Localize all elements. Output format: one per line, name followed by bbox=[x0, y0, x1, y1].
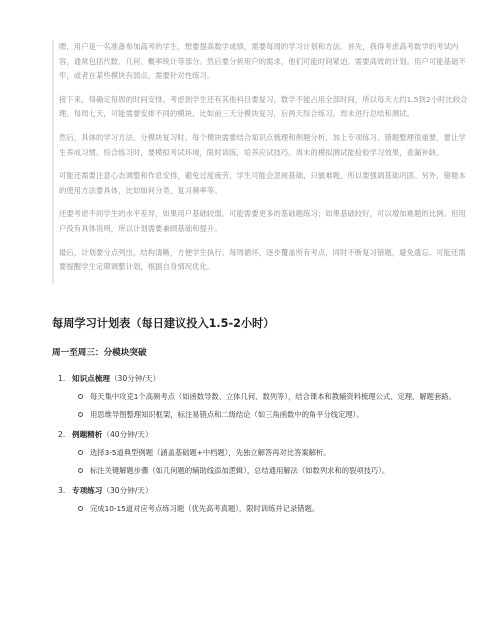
hollow-bullet-icon bbox=[78, 506, 83, 511]
plan-title: 每周学习计划表（每日建议投入1.5-2小时） bbox=[52, 317, 275, 330]
step-heading bbox=[72, 428, 472, 442]
step-list bbox=[52, 372, 472, 516]
hollow-bullet-icon bbox=[78, 450, 83, 455]
step-sublist bbox=[72, 389, 472, 422]
list-item bbox=[72, 463, 472, 478]
step-time: （30分钟/天） bbox=[109, 374, 161, 383]
step-name: 例题精析 bbox=[72, 430, 103, 439]
list-item-text: 标注关键解题步骤（如几何题的辅助线添加逻辑），总结通用解法（如数列求和的裂项技巧）。 bbox=[90, 466, 390, 475]
thinking-paragraph: 接下来，得确定每周的时间安排。考虑到学生还有其他科目要复习，数学不能占用全部时间，所以每天大约1.5到2小时比较合理。每周七天，可能需要安排不同的模块，比如前三天分模块复习，后两天综合练习，周末进行总结和测试。 bbox=[59, 94, 468, 119]
thinking-block bbox=[52, 40, 472, 284]
step-name: 知识点梳理 bbox=[72, 374, 110, 383]
hollow-bullet-icon bbox=[78, 394, 83, 399]
thinking-paragraph: 嗯，用户是一名准备参加高考的学生，想要提高数学成绩，需要每周的学习计划和方法。首先，我得考虑高考数学的考试内容，通常包括代数、几何、概率统计等部分。然后要分析用户的需求，他们可能时间紧迫，需要高效的计划。用户可能基础不牢，或者在某些模块有弱点，需要针对性练习。 bbox=[59, 42, 466, 81]
step-number: 3. bbox=[58, 486, 66, 495]
step-number: 1. bbox=[58, 374, 66, 383]
list-item bbox=[72, 445, 472, 460]
step-heading bbox=[72, 484, 472, 498]
list-item bbox=[72, 501, 472, 516]
list-item-text: 完成10-15道对应考点练习题（优先高考真题），限时训练并记录错题。 bbox=[90, 504, 320, 513]
step-sublist bbox=[72, 445, 472, 478]
step-sublist bbox=[72, 501, 472, 516]
list-item-text: 选择3-5道典型例题（涵盖基础题+中档题），先独立解答再对比答案解析。 bbox=[90, 448, 331, 457]
step-number: 2. bbox=[58, 430, 66, 439]
list-item bbox=[72, 407, 472, 422]
hollow-bullet-icon bbox=[78, 412, 83, 417]
thinking-paragraph: 然后，具体的学习方法。分模块复习时，每个模块需要结合知识点梳理和例题分析，加上专项练习。错题整理很重要，要让学生养成习惯。综合练习时，要模拟考试环境，限时训练，培养应试技巧。周末的模拟测试能检验学习效果，查漏补缺。 bbox=[59, 132, 466, 157]
step-name: 专项练习 bbox=[72, 486, 103, 495]
step-time: （40分钟/天） bbox=[102, 430, 153, 439]
step-heading bbox=[72, 372, 472, 386]
step-item bbox=[52, 428, 472, 478]
section-heading: 周一至周三：分模块突破 bbox=[52, 348, 147, 358]
list-item bbox=[72, 389, 472, 404]
list-item-text: 每天集中攻克1个高频考点（如函数导数、立体几何、数列等），结合课本和教辅资料梳理公式、定理、解题套路。 bbox=[90, 392, 456, 401]
hollow-bullet-icon bbox=[78, 468, 83, 473]
step-time: （30分钟/天） bbox=[102, 486, 153, 495]
thinking-paragraph: 还要考虑不同学生的水平差异，如果用户基础较弱，可能需要更多的基础题练习；如果基础较好，可以增加难题的比例。但用户没有具体说明，所以计划需要兼顾基础和提升。 bbox=[59, 209, 466, 233]
list-item-text: 用思维导图整理知识框架，标注易错点和二级结论（如三角函数中的角平分线定理）。 bbox=[90, 410, 364, 419]
thinking-paragraph: 最后，计划要分点列出，结构清晰，方便学生执行。每周循环，逐步覆盖所有考点，同时不断复习错题，避免遗忘。可能还需要提醒学生定期调整计划，根据自身情况优化。 bbox=[59, 247, 466, 272]
step-item bbox=[52, 484, 472, 516]
step-item bbox=[52, 372, 472, 422]
answer-block bbox=[52, 316, 472, 522]
thinking-paragraph: 可能还需要注意心态调整和作息安排，避免过度疲劳。学生可能会忽视基础，只做难题，所以要强调基础巩固。另外，错题本的使用方法要具体，比如如何分类、复习频率等。 bbox=[59, 171, 466, 195]
